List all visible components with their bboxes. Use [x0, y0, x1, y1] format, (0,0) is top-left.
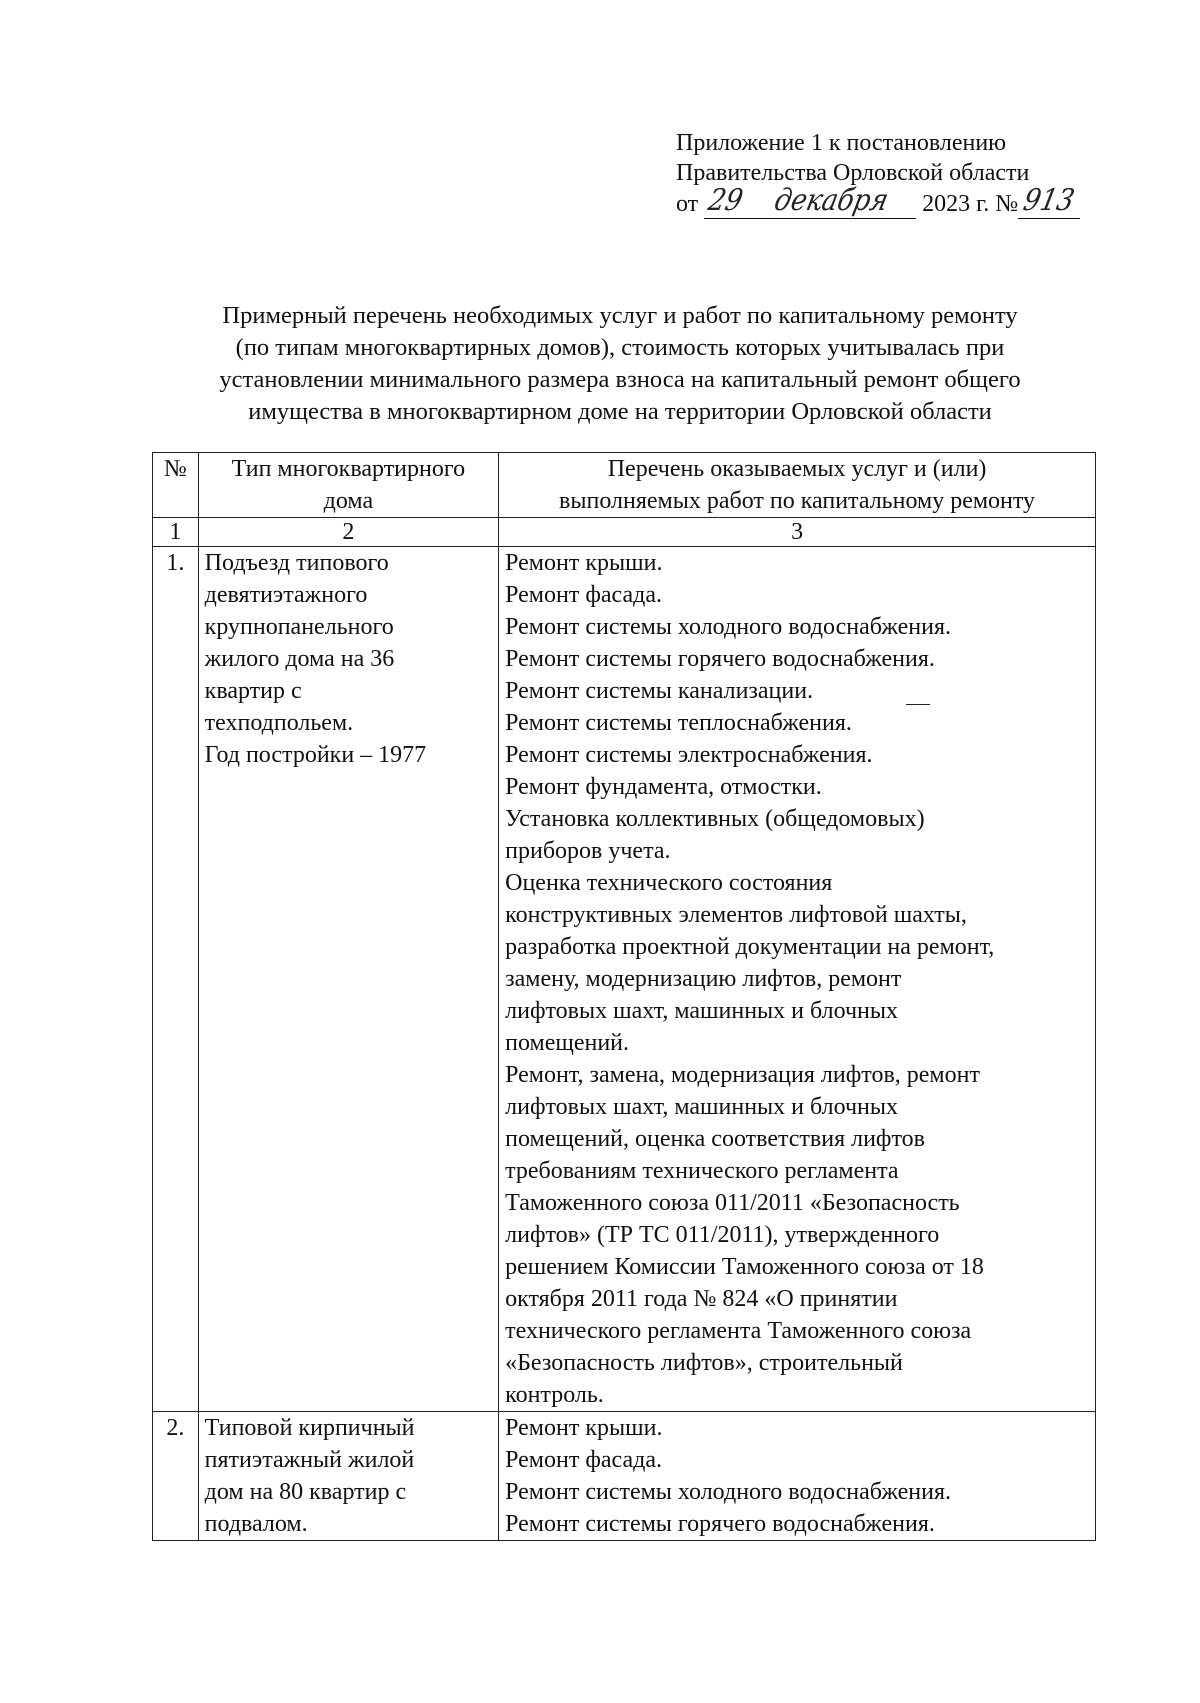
house-type-cell: [198, 547, 498, 1412]
appendix-line-1: Приложение 1 к постановлению: [676, 130, 1007, 156]
works-list-cell: [499, 547, 1096, 1412]
column-number: 2: [198, 518, 498, 547]
cell-line: Ремонт фасада.: [505, 1447, 662, 1473]
appendix-header: [676, 128, 1096, 219]
cell-line: дом на 80 квартир с: [204, 1479, 407, 1505]
cell-line: Ремонт крыши.: [505, 1415, 663, 1441]
cell-line: Оценка технического состояния: [505, 870, 833, 896]
cell-line: Год постройки – 1977: [204, 742, 427, 768]
cell-line: Ремонт системы холодного водоснабжения.: [505, 1479, 951, 1505]
works-list-cell: [499, 1412, 1096, 1541]
row-number: 2.: [153, 1412, 199, 1541]
header-number: №: [153, 453, 199, 518]
title-line: (по типам многоквартирных домов), стоимость которых учитывалась при: [235, 334, 1005, 361]
cell-line: Подъезд типового: [204, 550, 389, 576]
cell-line: Ремонт системы холодного водоснабжения.: [505, 614, 951, 640]
cell-line: Ремонт фасада.: [505, 582, 662, 608]
cell-line: Ремонт системы канализации.: [505, 678, 814, 704]
appendix-date-line: [676, 183, 1096, 219]
cell-line: крупнопанельного: [204, 614, 394, 640]
table-row: [153, 547, 1096, 1412]
cell-line: лифтов» (ТР ТС 011/2011), утвержденного: [505, 1222, 940, 1248]
cell-line: жилого дома на 36: [204, 646, 395, 672]
cell-line: контроль.: [505, 1382, 604, 1408]
header-works-list: Перечень оказываемых услуг и (или) выполняемых работ по капитальному ремонту: [499, 453, 1096, 518]
cell-line: Установка коллективных (общедомовых): [505, 806, 925, 832]
column-number: 1: [153, 518, 199, 547]
cell-line: девятиэтажного: [204, 582, 368, 608]
cell-line: замену, модернизацию лифтов, ремонт: [505, 966, 902, 992]
cell-line: Таможенного союза 011/2011 «Безопасность: [505, 1190, 960, 1216]
title-line: имущества в многоквартирном доме на территории Орловской области: [248, 398, 992, 425]
header-house-type: Тип многоквартирного дома: [198, 453, 498, 518]
cell-line: Ремонт фундамента, отмостки.: [505, 774, 822, 800]
house-type-cell: [198, 1412, 498, 1541]
cell-line: Ремонт системы электроснабжения.: [505, 742, 873, 768]
cell-line: лифтовых шахт, машинных и блочных: [505, 998, 899, 1024]
table-header-row: [153, 453, 1096, 518]
title-line: установлении минимального размера взноса на капитальный ремонт общего: [219, 366, 1021, 393]
cell-line: Ремонт крыши.: [505, 550, 663, 576]
cell-line: Ремонт системы горячего водоснабжения.: [505, 646, 935, 672]
cell-line: «Безопасность лифтов», строительный: [505, 1350, 903, 1376]
handwritten-day: 29: [704, 183, 746, 219]
cell-line: квартир с: [204, 678, 302, 704]
handwritten-dash-mark: [906, 704, 930, 705]
row-number: 1.: [153, 547, 199, 1412]
document-title: [120, 300, 1120, 428]
date-prefix: от: [676, 191, 699, 217]
cell-line: помещений.: [505, 1030, 630, 1056]
cell-line: помещений, оценка соответствия лифтов: [505, 1126, 925, 1152]
cell-line: конструктивных элементов лифтовой шахты,: [505, 902, 967, 928]
table-row: [153, 1412, 1096, 1541]
title-line: Примерный перечень необходимых услуг и работ по капитальному ремонту: [222, 302, 1018, 329]
cell-line: октября 2011 года № 824 «О принятии: [505, 1286, 898, 1312]
cell-line: техподпольем.: [204, 710, 354, 736]
handwritten-doc-number: 913: [1018, 188, 1080, 219]
handwritten-month: декабря: [746, 188, 916, 219]
cell-line: решением Комиссии Таможенного союза от 18: [505, 1254, 984, 1280]
works-table: [152, 452, 1096, 1541]
cell-line: Ремонт, замена, модернизация лифтов, ремонт: [505, 1062, 980, 1088]
appendix-line-2: Правительства Орловской области: [676, 160, 1030, 186]
cell-line: разработка проектной документации на ремонт,: [505, 934, 995, 960]
cell-line: требованиям технического регламента: [505, 1158, 899, 1184]
cell-line: Типовой кирпичный: [204, 1415, 415, 1441]
cell-line: Ремонт системы теплоснабжения.: [505, 710, 852, 736]
date-year: 2023 г. №: [922, 191, 1019, 217]
cell-line: приборов учета.: [505, 838, 671, 864]
cell-line: подвалом.: [204, 1511, 308, 1537]
cell-line: Ремонт системы горячего водоснабжения.: [505, 1511, 935, 1537]
cell-line: лифтовых шахт, машинных и блочных: [505, 1094, 899, 1120]
cell-line: пятиэтажный жилой: [204, 1447, 415, 1473]
column-number: 3: [499, 518, 1096, 547]
cell-line: технического регламента Таможенного союза: [505, 1318, 972, 1344]
column-number-row: [153, 518, 1096, 547]
